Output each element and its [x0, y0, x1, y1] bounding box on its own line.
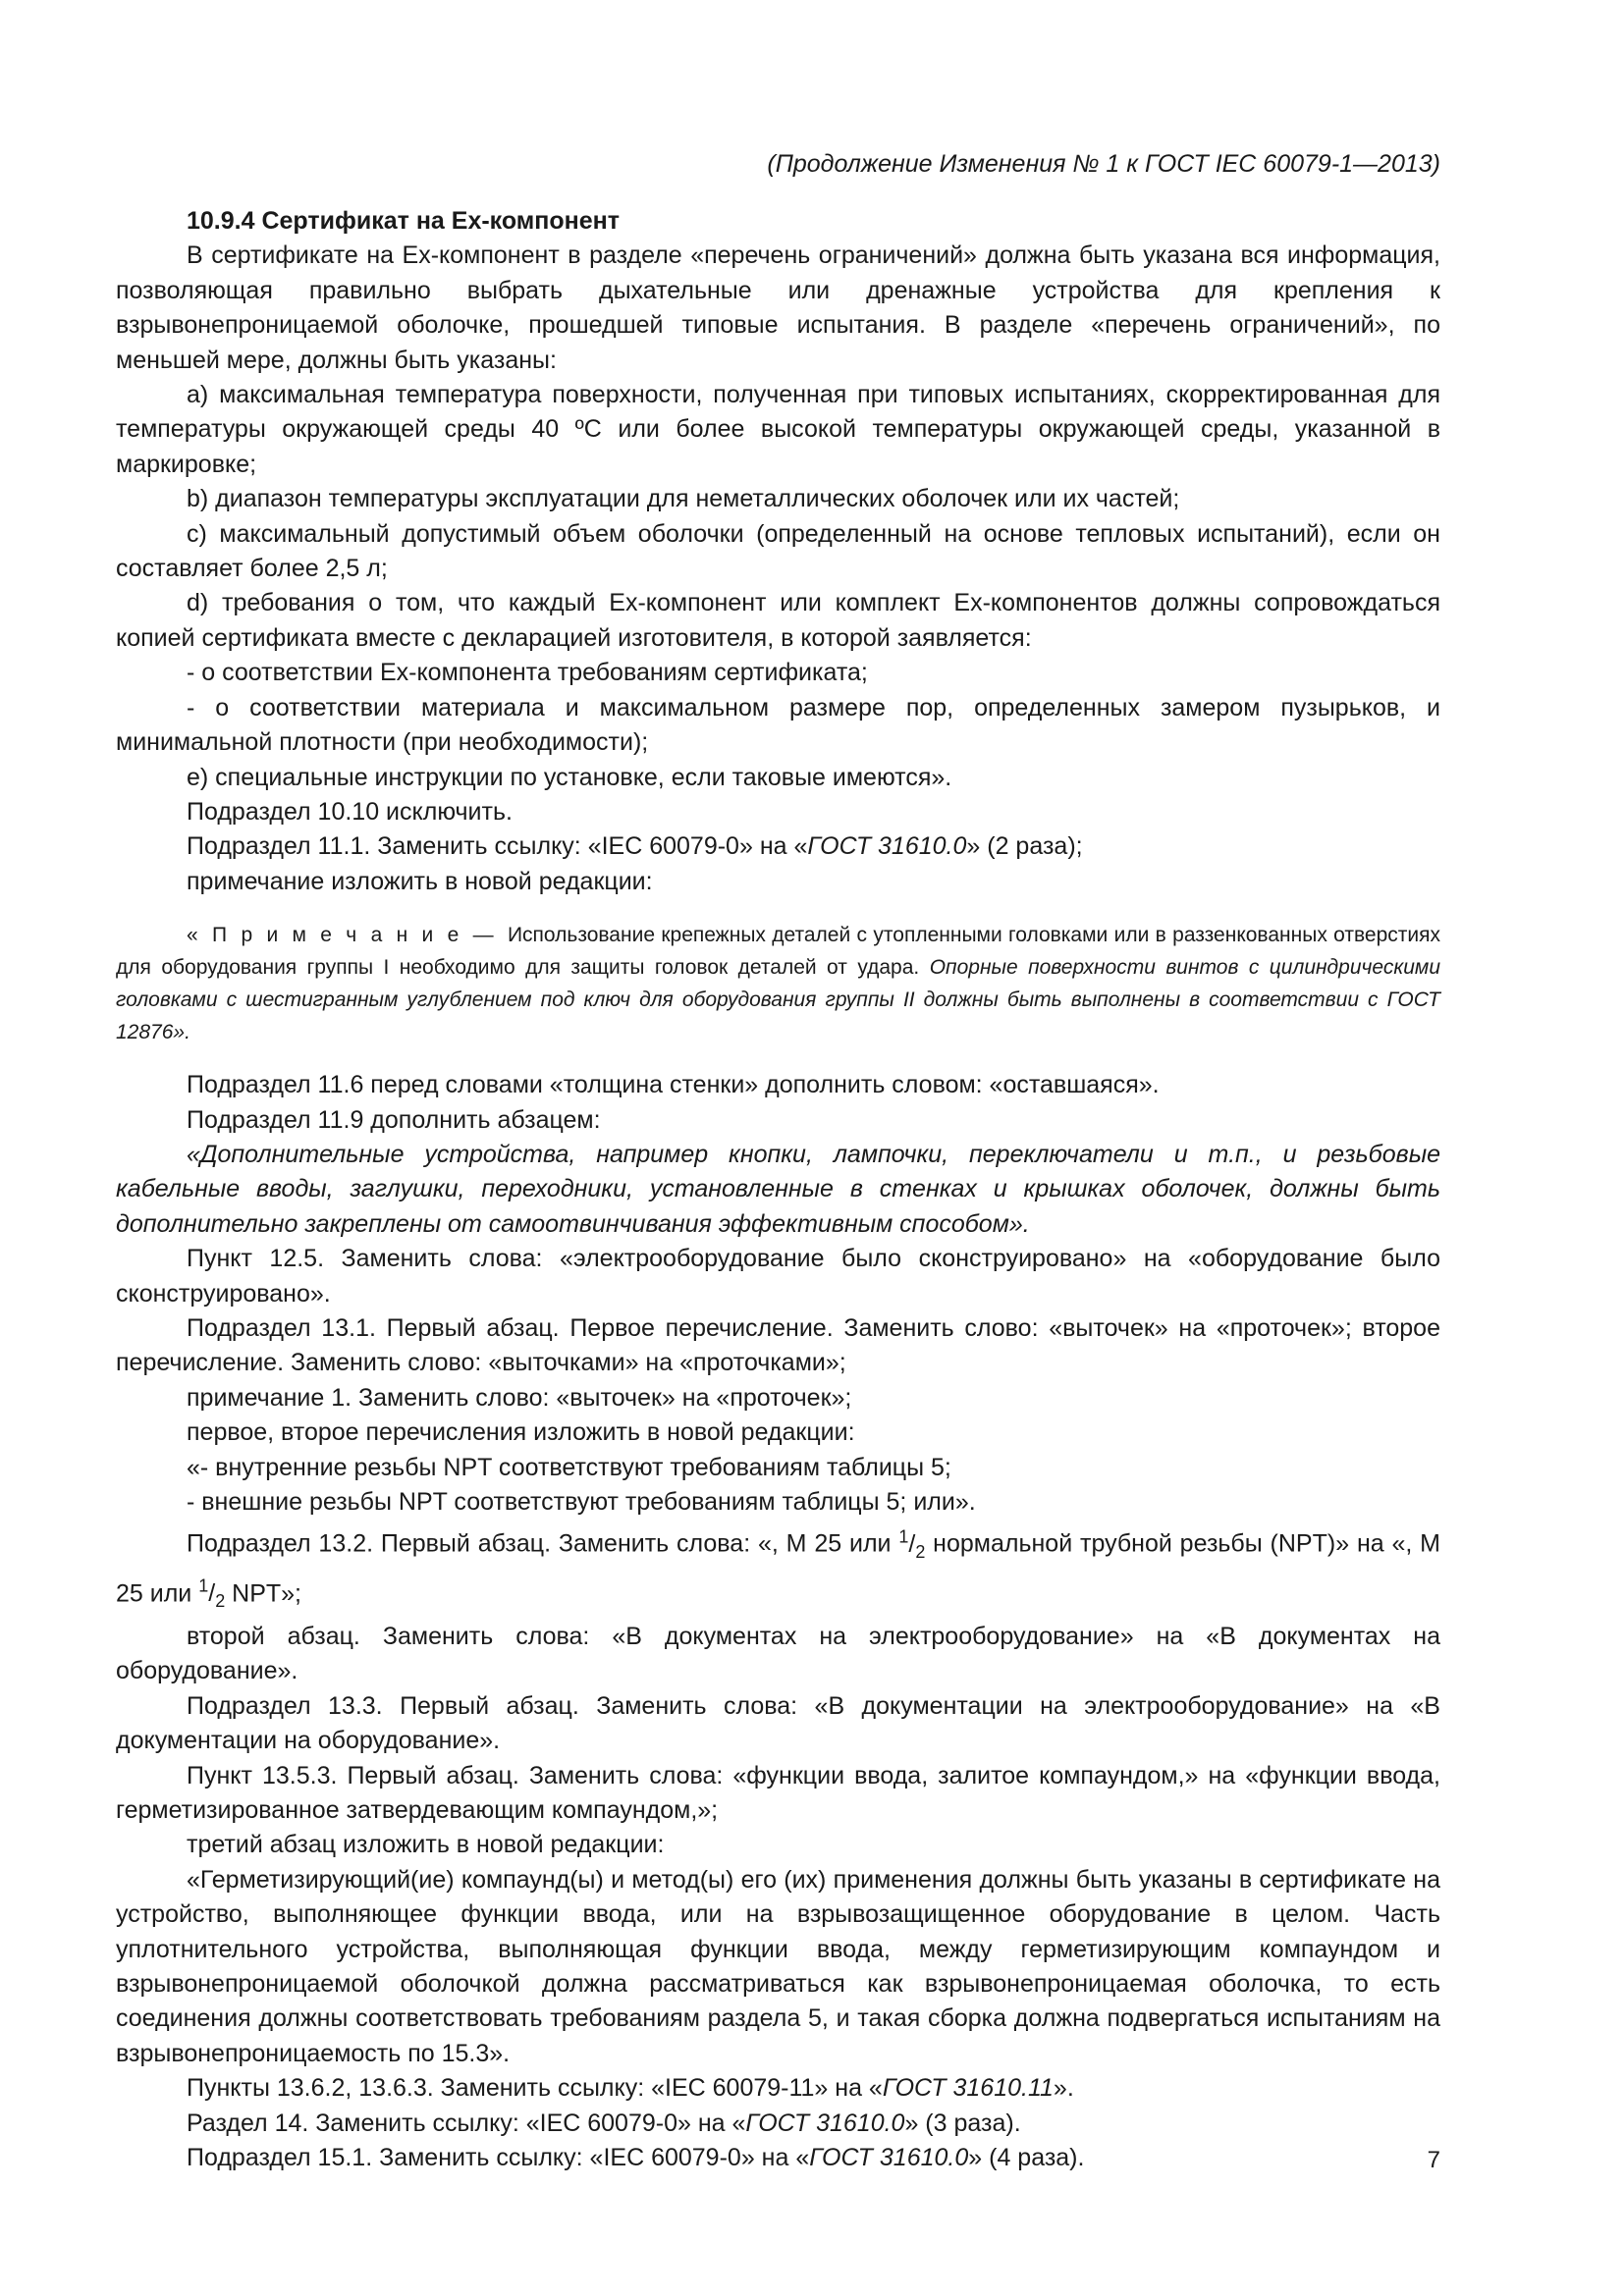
list-item-b: b) диапазон температуры эксплуатации для неметаллических оболочек или их частей; — [187, 485, 1180, 513]
list-item-a: а) максимальная температура поверхности, полученная при типовых испытаниях, скорректированная для температуры окружающей среды 40 ºС или более высокой температуры окружающей среды, указанной в маркировке; — [116, 381, 1440, 478]
section-heading: 10.9.4 Сертификат на Ех-компонент — [187, 207, 621, 235]
paragraph — [116, 2141, 1440, 2175]
paragraph: Пункт 12.5. Заменить слова: «электрооборудование было сконструировано» на «оборудование было сконструировано». — [116, 1245, 1440, 1308]
text: Раздел 14. Заменить ссылку: «IEC 60079-0» на « — [187, 2109, 746, 2137]
list-item-e: е) специальные инструкции по установке, если таковые имеются». — [187, 763, 952, 791]
paragraph: примечание изложить в новой редакции: — [187, 867, 653, 895]
paragraph: Подраздел 10.10 исключить. — [187, 797, 513, 826]
standard-ref: ГОСТ 31610.0 — [745, 2109, 905, 2137]
paragraph: примечание 1. Заменить слово: «выточек» на «проточек»; — [187, 1383, 852, 1412]
text: нормальной трубной резьбы (NPT)» на «, М 25 или — [116, 1529, 1441, 1608]
italic-paragraph: «Дополнительные устройства, например кнопки, лампочки, переключатели и т.п., и резьбовые кабельные вводы, заглушки, переходники, установленные в стенках и крышках оболочек, должны быть дополнительно закреплены от самоотвинчивания эффективным способом». — [116, 1140, 1440, 1238]
standard-ref: ГОСТ 31610.0 — [807, 832, 967, 861]
document-page — [116, 147, 1440, 2175]
paragraph — [116, 829, 1440, 864]
fraction: $^1/_2$ — [898, 1526, 926, 1562]
standard-ref: ГОСТ 31610.0 — [809, 2143, 969, 2171]
text: Подраздел 15.1. Заменить ссылку: «IEC 60079-0» на « — [187, 2143, 810, 2171]
fraction-num: 1 — [898, 1526, 909, 1547]
page-number: 7 — [1427, 2147, 1440, 2173]
paragraph — [116, 1520, 1440, 1619]
paragraph: Пункт 13.5.3. Первый абзац. Заменить слова: «функции ввода, залитое компаундом,» на «функции ввода, герметизированное затвердевающим компаундом,»; — [116, 1761, 1440, 1824]
text: Пункты 13.6.2, 13.6.3. Заменить ссылку: «IEC 60079-11» на « — [187, 2074, 883, 2103]
paragraph: второй абзац. Заменить слова: «В документах на электрооборудование» на «В документах на оборудование». — [116, 1622, 1440, 1685]
running-header: (Продолжение Изменения № 1 к ГОСТ IEC 60079-1—2013) — [767, 150, 1440, 178]
paragraph: Подраздел 13.3. Первый абзац. Заменить слова: «В документации на электрооборудование» на «В документации на оборудование». — [116, 1691, 1440, 1755]
note-text-italic: Опорные поверхности винтов с цилиндрическими головками с шестигранным углублением под ключ для оборудования группы II должны быть выполнены в соответствии с ГОСТ 12876». — [116, 956, 1440, 1044]
paragraph: Подраздел 11.6 перед словами «толщина стенки» дополнить словом: «оставшаяся». — [187, 1071, 1160, 1099]
standard-ref: ГОСТ 31610.11 — [882, 2074, 1054, 2103]
text: Подраздел 13.2. Первый абзац. Заменить слова: «, М 25 или — [187, 1529, 899, 1558]
paragraph — [116, 2107, 1440, 2141]
list-item-d-sub2: - о соответствии материала и максимальном размере пор, определенных замером пузырьков, и минимальной плотности (при необходимости); — [116, 693, 1440, 757]
text: » (2 раза); — [966, 832, 1083, 861]
paragraph: В сертификате на Ех-компонент в разделе «перечень ограничений» должна быть указана вся информация, позволяющая правильно выбрать дыхательные или дренажные устройства для крепления к взрывонепроницаемой оболочке, прошедшей типовые испытания. В разделе «перечень ограничений», по меньшей мере, должны быть указаны: — [116, 241, 1440, 374]
text: » (4 раза). — [968, 2143, 1085, 2171]
paragraph: «- внутренние резьбы NPT соответствуют требованиям таблицы 5; — [187, 1453, 951, 1481]
paragraph: - внешние резьбы NPT соответствуют требованиям таблицы 5; или». — [187, 1488, 976, 1516]
paragraph: третий абзац изложить в новой редакции: — [187, 1831, 665, 1859]
fraction: $^1/_2$ — [198, 1576, 226, 1612]
paragraph: Подраздел 11.9 дополнить абзацем: — [187, 1105, 601, 1134]
list-item-d: d) требования о том, что каждый Ех-компонент или комплект Ех-компонентов должны сопровождаться копией сертификата вместе с декларацией изготовителя, в которой заявляется: — [116, 589, 1440, 652]
paragraph: «Герметизирующий(ие) компаунд(ы) и метод(ы) его (их) применения должны быть указаны в сертификате на устройство, выполняющее функции ввода, или на взрывозащищенное оборудование в целом. Часть уплотнительного устройства, выполняющая функции ввода, между герметизирующим компаундом и взрывонепроницаемой оболочкой должна рассматриваться как взрывонепроницаемая оболочка, то есть соединения должны соответствовать требованиям раздела 5, и такая сборка должна подвергаться испытаниям на взрывонепроницаемость по 15.3». — [116, 1865, 1440, 2067]
list-item-d-sub1: - о соответствии Ех-компонента требованиям сертификата; — [187, 659, 868, 687]
text: » (3 раза). — [904, 2109, 1021, 2137]
note-text: Использование крепежных деталей с утопленными головками или в раззенкованных отверстиях для оборудования группы I необходимо для защиты головок деталей от удара. — [116, 924, 1440, 980]
paragraph — [116, 2071, 1440, 2106]
note-block — [116, 919, 1440, 1048]
fraction-num: 1 — [198, 1576, 209, 1597]
fraction-den: 2 — [915, 1541, 926, 1562]
paragraph: первое, второе перечисления изложить в новой редакции: — [187, 1418, 855, 1447]
paragraph: Подраздел 13.1. Первый абзац. Первое перечисление. Заменить слово: «выточек» на «проточек»; второе перечисление. Заменить слово: «выточками» на «проточками»; — [116, 1313, 1440, 1377]
note-label: « П р и м е ч а н и е — — [187, 924, 508, 947]
list-item-c: с) максимальный допустимый объем оболочки (определенный на основе тепловых испытаний), если он составляет более 2,5 л; — [116, 519, 1440, 583]
text: NPT»; — [225, 1579, 301, 1608]
text: ». — [1053, 2074, 1074, 2103]
text: Подраздел 11.1. Заменить ссылку: «IEC 60079-0» на « — [187, 832, 808, 861]
fraction-den: 2 — [215, 1591, 226, 1612]
